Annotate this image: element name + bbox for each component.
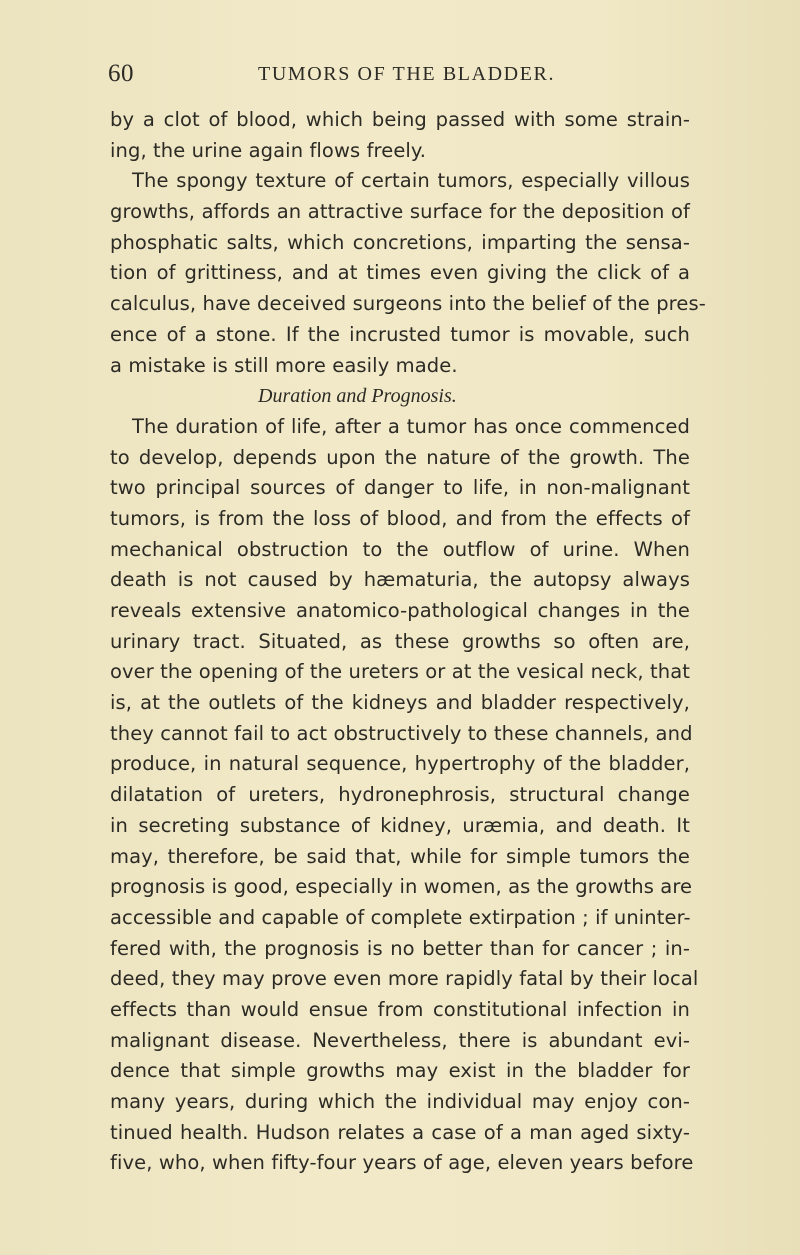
- text-line: tinued health. Hudson relates a case of a man aged sixty-: [110, 1120, 690, 1144]
- text-line: five, who, when fifty-four years of age, eleven years before: [110, 1151, 694, 1175]
- text-line: many years, during which the individual may enjoy con-: [110, 1090, 690, 1113]
- text-line: by a clot of blood, which being passed with some strain-: [110, 108, 690, 131]
- text-line: ing, the urine again flows freely.: [110, 138, 427, 162]
- text-line: tion of grittiness, and at times even giving the click of a: [110, 261, 690, 285]
- text-line: death is not caused by hæmaturia, the autopsy always: [110, 568, 690, 592]
- text-line: produce, in natural sequence, hypertrophy of the bladder,: [110, 752, 690, 776]
- text-line: tumors, is from the loss of blood, and from the effects of: [110, 506, 690, 530]
- text-line: in secreting substance of kidney, uræmia, and death. It: [110, 813, 690, 837]
- text-line: The spongy texture of certain tumors, especially villous: [132, 169, 690, 193]
- text-line: a mistake is still more easily made.: [110, 353, 458, 377]
- text-line: malignant disease. Nevertheless, there is abundant evi-: [110, 1028, 690, 1052]
- body-text: [110, 105, 706, 1179]
- page-header: [108, 60, 688, 90]
- text-line: is, at the outlets of the kidneys and bladder respectively,: [110, 691, 690, 715]
- text-line: ence of a stone. If the incrusted tumor is movable, such: [110, 322, 690, 346]
- text-line: may, therefore, be said that, while for simple tumors the: [110, 844, 690, 868]
- text-line: prognosis is good, especially in women, as the growths are: [110, 875, 693, 899]
- page-number: 60: [108, 60, 134, 87]
- text-line: to develop, depends upon the nature of the growth. The: [110, 445, 690, 469]
- text-line: urinary tract. Situated, as these growths so often are,: [110, 629, 690, 653]
- text-line: deed, they may prove even more rapidly fatal by their local: [110, 967, 699, 991]
- text-line: they cannot fail to act obstructively to these channels, and: [110, 721, 693, 745]
- text-line: dilatation of ureters, hydronephrosis, structural change: [110, 783, 690, 807]
- text-line: growths, affords an attractive surface for the deposition of: [110, 200, 690, 224]
- text-line: effects than would ensue from constitutional infection in: [110, 997, 690, 1021]
- text-line: fered with, the prognosis is no better than for cancer ; in-: [110, 936, 690, 960]
- text-line: accessible and capable of complete extirpation ; if uninter-: [110, 905, 691, 929]
- text-line: reveals extensive anatomico-pathological changes in the: [110, 599, 690, 622]
- running-title: TUMORS OF THE BLADDER.: [258, 63, 556, 85]
- text-line: dence that simple growths may exist in the bladder for: [110, 1059, 690, 1083]
- text-line: two principal sources of danger to life, in non-malignant: [110, 476, 690, 500]
- text-line: calculus, have deceived surgeons into the belief of the pres-: [110, 292, 706, 316]
- text-line: over the opening of the ureters or at the vesical neck, that: [110, 660, 690, 684]
- section-heading: Duration and Prognosis.: [258, 385, 457, 408]
- text-line: mechanical obstruction to the outflow of urine. When: [110, 537, 690, 561]
- text-line: The duration of life, after a tumor has once commenced: [132, 414, 690, 438]
- text-line: phosphatic salts, which concretions, imparting the sensa-: [110, 230, 690, 254]
